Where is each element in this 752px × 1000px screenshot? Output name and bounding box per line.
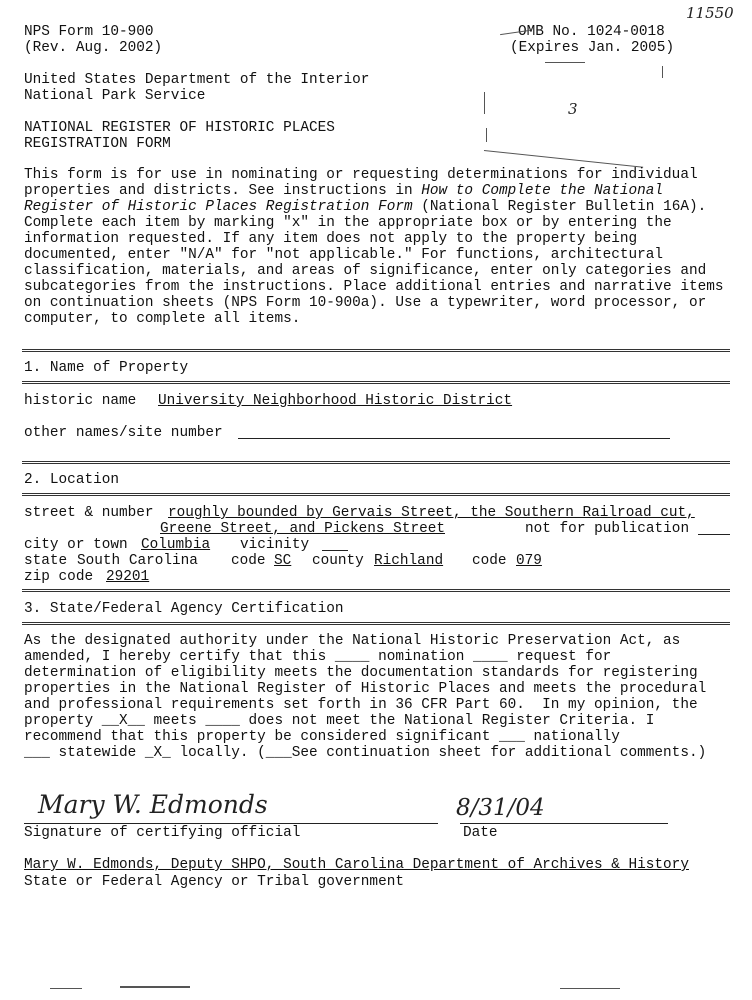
vicinity-label: vicinity bbox=[240, 537, 310, 553]
state-code-field[interactable]: SC bbox=[274, 553, 292, 569]
vicinity-field[interactable] bbox=[322, 550, 348, 551]
section-divider bbox=[22, 589, 730, 592]
section-3-heading: 3. State/Federal Agency Certification bbox=[24, 601, 344, 617]
street-field-line-2[interactable]: Greene Street, and Pickens Street bbox=[160, 521, 445, 537]
date-line[interactable] bbox=[460, 823, 668, 824]
street-label: street & number bbox=[24, 505, 154, 521]
date-label: Date bbox=[463, 825, 498, 841]
section-divider bbox=[22, 349, 730, 352]
state-label: state bbox=[24, 553, 68, 569]
stamp-fragment bbox=[484, 150, 643, 168]
state-field[interactable]: South Carolina bbox=[77, 553, 198, 569]
instructions-reference-title: How to Complete the National Register of Historic Places Registration Form bbox=[24, 183, 664, 215]
stamp-fragment bbox=[662, 66, 663, 78]
agency-label: State or Federal Agency or Tribal government bbox=[24, 874, 404, 890]
handwritten-date: 8/31/04 bbox=[456, 795, 545, 821]
certification-line-8: ___ statewide _X_ locally. (___See continuation sheet for additional comments.) bbox=[24, 745, 707, 761]
certification-line-6: property __X__ meets ____ does not meet the National Register Criteria. I bbox=[24, 713, 655, 729]
instructions-paragraph bbox=[24, 167, 740, 327]
certification-line-2: amended, I hereby certify that this ____ nomination ____ request for bbox=[24, 649, 612, 665]
section-divider bbox=[22, 493, 730, 496]
certification-line-4: properties in the National Register of Historic Places and meets the procedural bbox=[24, 681, 707, 697]
stamp-digit: 3 bbox=[568, 100, 578, 118]
section-divider bbox=[22, 381, 730, 384]
scan-mark bbox=[560, 988, 620, 989]
zip-label: zip code bbox=[24, 569, 94, 585]
county-label: county bbox=[312, 553, 364, 569]
scan-mark bbox=[50, 988, 82, 989]
county-code-field[interactable]: 079 bbox=[516, 553, 542, 569]
section-divider bbox=[22, 622, 730, 625]
certification-line-5: and professional requirements set forth in 36 CFR Part 60. In my opinion, the bbox=[24, 697, 698, 713]
form-subtitle: REGISTRATION FORM bbox=[24, 136, 171, 152]
historic-name-label: historic name bbox=[24, 393, 137, 409]
historic-name-field[interactable]: University Neighborhood Historic District bbox=[158, 393, 513, 409]
form-title: NATIONAL REGISTER OF HISTORIC PLACES bbox=[24, 120, 335, 136]
state-code-label: code bbox=[231, 553, 266, 569]
certification-line-7: recommend that this property be considered significant ___ nationally bbox=[24, 729, 620, 745]
certification-line-3: determination of eligibility meets the documentation standards for registering bbox=[24, 665, 698, 681]
other-names-label: other names/site number bbox=[24, 425, 223, 441]
city-field[interactable]: Columbia bbox=[141, 537, 211, 553]
omb-number: OMB No. 1024-0018 bbox=[518, 24, 665, 40]
other-names-field[interactable] bbox=[238, 438, 670, 439]
signature-label: Signature of certifying official bbox=[24, 825, 301, 841]
expiration-date: (Expires Jan. 2005) bbox=[510, 40, 675, 56]
section-2-heading: 2. Location bbox=[24, 472, 119, 488]
county-field[interactable]: Richland bbox=[374, 553, 444, 569]
not-for-publication-field[interactable] bbox=[698, 534, 730, 535]
agency-service: National Park Service bbox=[24, 88, 206, 104]
stamp-fragment bbox=[484, 92, 485, 114]
signature-line[interactable] bbox=[24, 823, 438, 824]
agency-department: United States Department of the Interior bbox=[24, 72, 370, 88]
city-label: city or town bbox=[24, 537, 128, 553]
stamp-fragment bbox=[486, 128, 487, 142]
certifying-official-field[interactable]: Mary W. Edmonds, Deputy SHPO, South Carolina Department of Archives & History bbox=[24, 857, 689, 873]
section-divider bbox=[22, 461, 730, 464]
section-1-heading: 1. Name of Property bbox=[24, 360, 189, 376]
not-for-publication-label: not for publication bbox=[525, 521, 690, 537]
stamp-fragment bbox=[545, 62, 585, 63]
certification-line-1: As the designated authority under the National Historic Preservation Act, as bbox=[24, 633, 681, 649]
instructions-text-2: (National Register Bulletin 16A). Complete each item by marking "x" in the appropriate box or by entering the information requested. If any item does not apply to the property being documented, enter "N/A" for "not applicable." For functions, architectural classification, materials, and areas of significance, enter only categories and subcategories from the instructions. Place additional entries and narrative items on continuation sheets (NPS Form 10-900a). Use a typewriter, word processor, or computer, to complete all items. bbox=[24, 199, 724, 327]
corner-handwritten-number: 11550 bbox=[686, 4, 734, 22]
form-number: NPS Form 10-900 bbox=[24, 24, 154, 40]
instructions-text-1: This form is for use in nominating or requesting determinations for individual properties and districts. See instructions in bbox=[24, 167, 698, 199]
scan-mark bbox=[120, 986, 190, 988]
zip-field[interactable]: 29201 bbox=[106, 569, 150, 585]
county-code-label: code bbox=[472, 553, 507, 569]
street-field-line-1[interactable]: roughly bounded by Gervais Street, the Southern Railroad cut, bbox=[168, 505, 695, 521]
handwritten-signature: Mary W. Edmonds bbox=[38, 790, 268, 819]
form-revision: (Rev. Aug. 2002) bbox=[24, 40, 163, 56]
